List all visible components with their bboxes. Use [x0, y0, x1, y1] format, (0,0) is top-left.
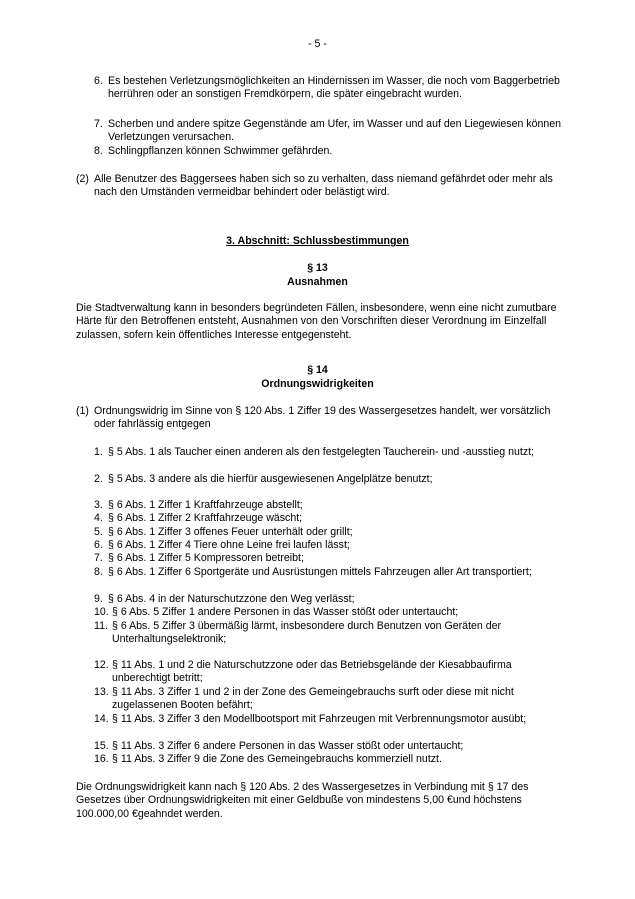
offense-number: 8. [94, 566, 103, 578]
list-item-number: 6. [94, 75, 103, 87]
section-13-text: Die Stadtverwaltung kann in besonders begründeten Fällen, insbesondere, wenn eine nicht zumutbare Härte für den Betroffenen entsteht, Ausnahmen von den Vorschriften dieser Verordnung im Einzelfall zulassen, sofern kein öffentliches Interesse entgegensteht. [76, 302, 557, 341]
offense-text: § 6 Abs. 5 Ziffer 1 andere Personen in das Wasser stößt oder untertaucht; [112, 606, 459, 618]
offense-number: 3. [94, 499, 103, 511]
page-number: - 5 - [308, 38, 327, 50]
closing-paragraph: Die Ordnungswidrigkeit kann nach § 120 Abs. 2 des Wassergesetzes in Verbindung mit § 17 des Gesetzes über Ordnungswidrigkeiten mit einer Geldbuße von mindestens 5,00 €und höchstens 100.000,00 €geahndet werden. [76, 781, 529, 820]
offense-item [94, 552, 564, 565]
paragraph-number: (2) [76, 173, 89, 185]
offense-item [94, 499, 564, 512]
offense-number: 14. [94, 713, 109, 725]
offense-item [94, 593, 564, 606]
offense-text: § 6 Abs. 1 Ziffer 2 Kraftfahrzeuge wäscht; [108, 512, 303, 524]
list-item-text: Scherben und andere spitze Gegenstände am Ufer, im Wasser und auf den Liegewiesen können Verletzungen verursachen. [108, 118, 562, 144]
offense-item [94, 620, 564, 647]
list-item [94, 145, 564, 158]
offense-item [94, 713, 564, 726]
list-item-number: 7. [94, 118, 103, 130]
offense-item [94, 512, 564, 525]
section-13-title: Ausnahmen [287, 276, 348, 288]
offense-text: § 6 Abs. 1 Ziffer 1 Kraftfahrzeuge abstellt; [108, 499, 303, 511]
section-heading: 3. Abschnitt: Schlussbestimmungen [226, 235, 409, 247]
offense-text: § 11 Abs. 3 Ziffer 3 den Modellbootsport mit Fahrzeugen mit Verbrennungsmotor ausübt; [112, 713, 527, 725]
offense-item [94, 566, 564, 579]
offense-text: § 5 Abs. 1 als Taucher einen anderen als den festgelegten Taucherein- und -ausstieg nutzt; [108, 446, 535, 458]
list-item-text: Es bestehen Verletzungsmöglichkeiten an Hindernissen im Wasser, die noch vom Baggerbetrieb herrühren oder an sonstigen Fremdkörpern, die später eingebracht wurden. [108, 75, 560, 101]
paragraph-text: Alle Benutzer des Baggersees haben sich so zu verhalten, dass niemand gefährdet oder mehr als nach den Umständen vermeidbar behindert oder belästigt wird. [94, 173, 553, 199]
offense-number: 15. [94, 740, 109, 752]
list-item-text: Schlingpflanzen können Schwimmer gefährden. [108, 145, 333, 157]
offense-number: 6. [94, 539, 103, 551]
offense-item [94, 659, 564, 686]
offense-item [94, 446, 564, 459]
offense-text: § 6 Abs. 1 Ziffer 4 Tiere ohne Leine frei laufen lässt; [108, 539, 350, 551]
list-item [94, 118, 564, 145]
section-14-number: § 14 [307, 364, 328, 376]
offense-number: 7. [94, 552, 103, 564]
offense-number: 5. [94, 526, 103, 538]
offense-item [94, 539, 564, 552]
offense-number: 4. [94, 512, 103, 524]
offense-item [94, 473, 564, 486]
offense-number: 16. [94, 753, 109, 765]
offense-text: § 6 Abs. 1 Ziffer 6 Sportgeräte und Ausrüstungen mittels Fahrzeugen aller Art transportiert; [108, 566, 532, 578]
offense-number: 2. [94, 473, 103, 485]
offense-text: § 5 Abs. 3 andere als die hierfür ausgewiesenen Angelplätze benutzt; [108, 473, 433, 485]
offense-number: 10. [94, 606, 109, 618]
paragraph-2 [76, 173, 566, 200]
offense-text: § 6 Abs. 4 in der Naturschutzzone den Weg verlässt; [108, 593, 355, 605]
offense-item [94, 606, 564, 619]
offense-number: 13. [94, 686, 109, 698]
offense-item [94, 753, 564, 766]
offense-item [94, 686, 564, 713]
offense-text: § 11 Abs. 3 Ziffer 1 und 2 in der Zone des Gemeingebrauchs surft oder diese mit nicht zugelassenen Booten befährt; [112, 686, 514, 712]
list-item-number: 8. [94, 145, 103, 157]
list-item [94, 75, 564, 102]
offense-text: § 6 Abs. 1 Ziffer 3 offenes Feuer unterhält oder grillt; [108, 526, 353, 538]
section-14-paragraph-1 [76, 405, 566, 432]
offense-number: 9. [94, 593, 103, 605]
offense-text: § 6 Abs. 5 Ziffer 3 übermäßig lärmt, insbesondere durch Benutzen von Geräten der Unterhaltungselektronik; [112, 620, 502, 646]
offense-item [94, 526, 564, 539]
offense-text: § 11 Abs. 3 Ziffer 9 die Zone des Gemeingebrauchs kommerziell nutzt. [112, 753, 442, 765]
offense-number: 11. [94, 620, 108, 632]
offense-text: § 11 Abs. 1 und 2 die Naturschutzzone oder das Betriebsgelände der Kiesabbaufirma unberechtigt betritt; [112, 659, 512, 685]
offense-number: 1. [94, 446, 103, 458]
offense-item [94, 740, 564, 753]
offense-number: 12. [94, 659, 109, 671]
offense-text: § 11 Abs. 3 Ziffer 6 andere Personen in das Wasser stößt oder untertaucht; [112, 740, 464, 752]
paragraph-text: Ordnungswidrig im Sinne von § 120 Abs. 1 Ziffer 19 des Wassergesetzes handelt, wer vorsätzlich oder fahrlässig entgegen [94, 405, 551, 431]
paragraph-number: (1) [76, 405, 89, 417]
section-13-number: § 13 [307, 262, 328, 274]
offense-text: § 6 Abs. 1 Ziffer 5 Kompressoren betreibt; [108, 552, 304, 564]
section-14-title: Ordnungswidrigkeiten [261, 378, 374, 390]
